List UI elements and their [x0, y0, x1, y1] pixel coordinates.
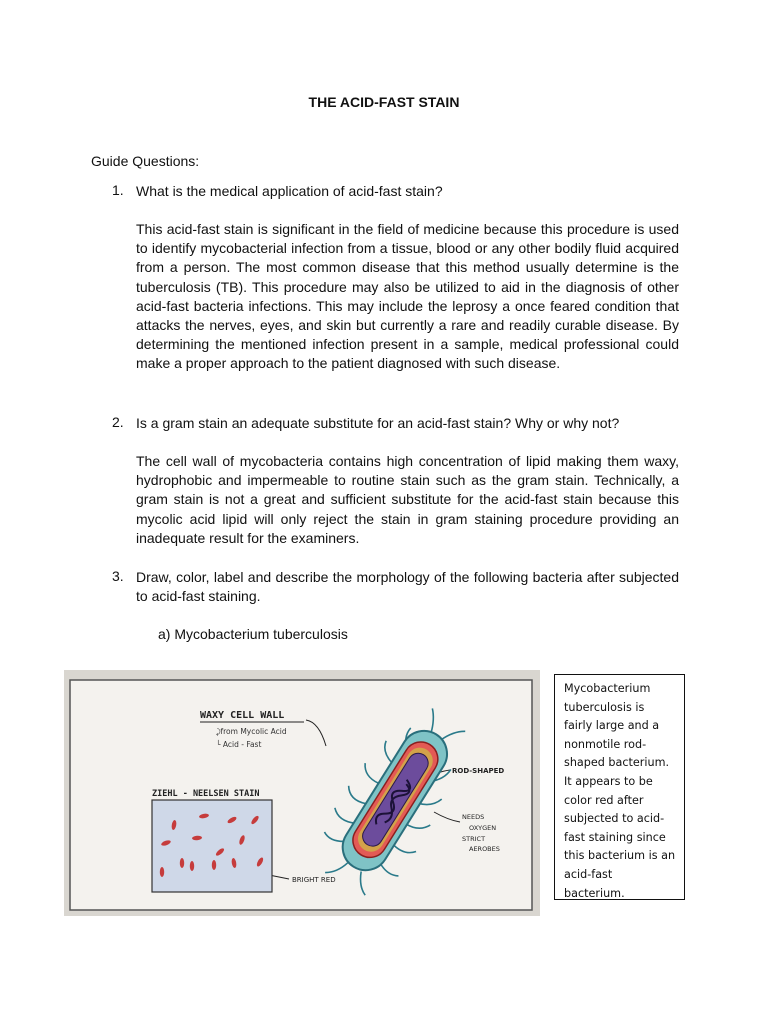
question-2-text: Is a gram stain an adequate substitute for an acid-fast stain? Why or why not?	[136, 415, 620, 431]
answer-2-text: The cell wall of mycobacteria contains high concentration of lipid making them waxy, hydrophobic and impermeable to routine stain such as the gram stain. Technically, a gram stain is not a great and sufficient substitute for the acid-fast stain because this mycolic acid lipid will only reject the stain in gram staining procedure providing an inadequate result for the examiners.	[136, 453, 679, 546]
stain-panel	[152, 800, 272, 892]
description-box	[554, 674, 685, 900]
question-3-text: Draw, color, label and describe the morphology of the following bacteria after subjected to acid-fast staining.	[136, 569, 679, 605]
bacterium-drawing	[64, 670, 540, 916]
mycolic-acid-label: ⤸from Mycolic Acid	[216, 727, 287, 736]
needs-oxygen-label-2: OXYGEN	[469, 824, 497, 832]
acid-fast-label: └ Acid - Fast	[216, 740, 262, 749]
needs-oxygen-label-1: NEEDS	[462, 813, 485, 821]
bright-red-label: BRIGHT RED	[292, 876, 336, 884]
guide-label: Guide Questions:	[91, 153, 200, 169]
question-3-number: 3.	[112, 568, 124, 584]
question-1-number: 1.	[112, 182, 124, 198]
question-1-text: What is the medical application of acid-fast stain?	[136, 183, 443, 199]
waxy-cell-wall-label: WAXY CELL WALL	[200, 710, 285, 721]
subitem-mycobacterium: a) Mycobacterium tuberculosis	[158, 626, 348, 642]
question-2-number: 2.	[112, 414, 124, 430]
description-text: Mycobacterium tuberculosis is fairly large and a nonmotile rod-shaped bacterium. It appears to be color red after subjected to acid-fast staining since this bacterium is an acid-fast bacterium.	[564, 682, 676, 900]
ziehl-neelsen-label: ZIEHL - NEELSEN STAIN	[152, 789, 260, 799]
strict-aerobes-label-2: AEROBES	[469, 845, 500, 853]
answer-1-text: This acid-fast stain is significant in the field of medicine because this procedure is used to identify mycobacterial infection from a tissue, blood or any other bodily fluid acquired from a person. The most common disease that this method usually determine is the tuberculosis (TB). This procedure may also be utilized to aid in the diagnosis of other acid-fast bacteria infections. This may include the leprosy a once feared condition that attacks the nerves, eyes, and skin but currently a rare and readily curable disease. By determining the mentioned infection present in a sample, medical professional could make a proper approach to the patient diagnosed with such disease.	[136, 221, 679, 372]
rod-shaped-label: ROD-SHAPED	[452, 767, 505, 775]
page-title: THE ACID-FAST STAIN	[308, 94, 460, 110]
strict-aerobes-label-1: STRICT	[462, 835, 486, 843]
